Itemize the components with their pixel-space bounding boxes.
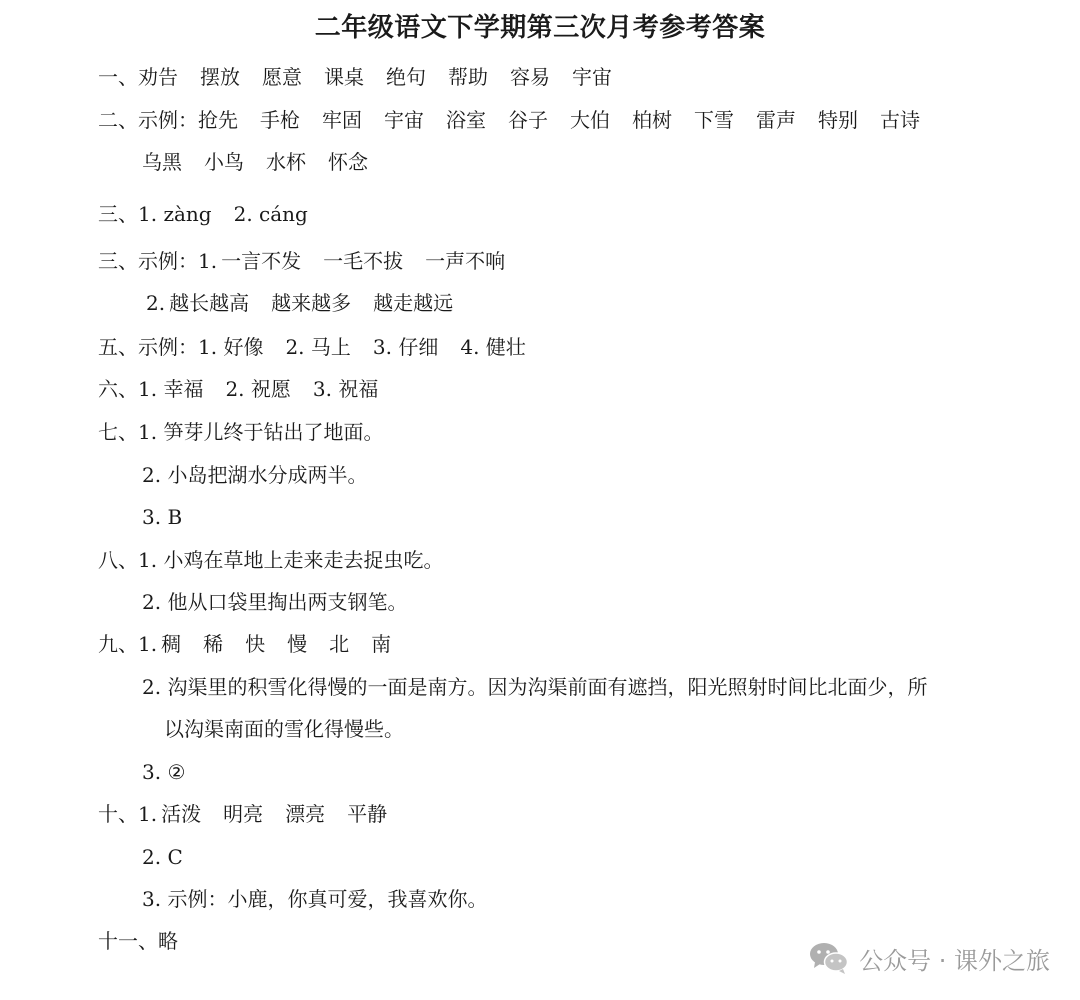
answer-q5	[98, 332, 526, 362]
answer-item: 1. 幸福	[138, 377, 204, 401]
answer-char: 稀	[203, 632, 224, 656]
answer-sentence: 3. ②	[142, 760, 186, 784]
answer-word: 大伯	[570, 108, 610, 132]
answer-item: 1. zàng	[138, 202, 212, 226]
answer-q10-3	[142, 884, 487, 914]
answer-char: 慢	[287, 632, 308, 656]
answer-item: 2. cáng	[233, 202, 308, 226]
answer-word: 怀念	[328, 150, 368, 174]
answer-item: 2. 马上	[285, 335, 351, 359]
answer-word: 水杯	[266, 150, 306, 174]
page-title: 二年级语文下学期第三次月考参考答案	[314, 13, 766, 43]
answer-word: 绝句	[386, 65, 426, 89]
question-number: 五、	[98, 335, 138, 359]
answer-word: 乌黑	[142, 150, 182, 174]
answer-char: 南	[371, 632, 392, 656]
question-number: 九、	[98, 632, 138, 656]
answer-q11	[98, 926, 178, 956]
answer-sentence: 以沟渠南面的雪化得慢些。	[164, 717, 404, 741]
example-prefix: 示例：	[138, 108, 198, 132]
answer-word: 越走越远	[373, 291, 454, 315]
answer-word: 雷声	[756, 108, 796, 132]
answer-word: 牢固	[322, 108, 362, 132]
answer-char: 北	[329, 632, 350, 656]
answer-q8-2	[142, 587, 407, 617]
answer-sentence: 2. C	[142, 845, 183, 869]
answer-word: 课桌	[324, 65, 364, 89]
answer-sentence: 1. 小鸡在草地上走来走去捉虫吃。	[138, 548, 444, 572]
answer-item: 1. 好像	[198, 335, 264, 359]
answer-word: 特别	[818, 108, 858, 132]
answer-sentence: 2. 他从口袋里掏出两支钢笔。	[142, 590, 408, 614]
answer-item: 3. 祝福	[312, 377, 379, 401]
answer-q7-1	[98, 417, 383, 447]
answer-word: 容易	[510, 65, 550, 89]
answer-word: 一声不响	[425, 249, 506, 273]
answer-item: 3. 仔细	[372, 335, 439, 359]
answer-word: 宇宙	[384, 108, 424, 132]
question-number: 三、	[98, 202, 138, 226]
answer-word: 古诗	[880, 108, 920, 132]
question-number: 十一、	[98, 929, 158, 953]
item-number: 1.	[198, 249, 218, 273]
answer-q1	[98, 62, 612, 92]
question-number: 六、	[98, 377, 138, 401]
example-prefix: 示例：	[138, 335, 198, 359]
answer-word: 愿意	[262, 65, 302, 89]
answer-q8-1	[98, 545, 443, 575]
answer-q4-line1	[98, 246, 505, 276]
answer-q10-1	[98, 799, 387, 829]
answer-sentence: 3. B	[142, 505, 183, 529]
answer-word: 越来越多	[271, 291, 352, 315]
question-number: 二、	[98, 108, 138, 132]
question-number: 八、	[98, 548, 138, 572]
answer-q7-2	[142, 460, 367, 490]
answer-char: 快	[245, 632, 266, 656]
watermark	[809, 938, 1050, 978]
answer-word: 柏树	[632, 108, 672, 132]
question-number: 三、	[98, 249, 138, 273]
answer-q4-line2	[146, 288, 453, 318]
answer-q3	[98, 199, 308, 229]
answer-sentence: 1. 笋芽儿终于钻出了地面。	[138, 420, 384, 444]
answer-word: 一毛不拔	[323, 249, 404, 273]
answer-q2-line2	[142, 147, 368, 177]
answer-word: 平静	[347, 802, 388, 826]
answer-word: 摆放	[200, 65, 240, 89]
answer-word: 抢先	[198, 108, 238, 132]
answer-word: 小鸟	[204, 150, 244, 174]
question-number: 十、	[98, 802, 138, 826]
answer-word: 帮助	[448, 65, 488, 89]
answer-sentence: 略	[158, 929, 178, 953]
answer-word: 浴室	[446, 108, 486, 132]
item-number: 1.	[138, 632, 158, 656]
answer-word: 活泼	[161, 802, 202, 826]
answer-sentence: 2. 沟渠里的积雪化得慢的一面是南方。因为沟渠前面有遮挡，阳光照射时间比北面少，所	[142, 675, 928, 699]
answer-word: 明亮	[223, 802, 264, 826]
answer-q6	[98, 374, 378, 404]
answer-word: 漂亮	[285, 802, 326, 826]
item-number: 1.	[138, 802, 158, 826]
answer-word: 宇宙	[572, 65, 612, 89]
answer-word: 谷子	[508, 108, 548, 132]
answer-sentence: 2. 小岛把湖水分成两半。	[142, 463, 368, 487]
answer-item: 2. 祝愿	[225, 377, 291, 401]
answer-word: 越长越高	[169, 291, 250, 315]
answer-word: 下雪	[694, 108, 734, 132]
example-prefix: 示例：	[138, 249, 198, 273]
answer-word: 劝告	[138, 65, 178, 89]
answer-q9-3	[142, 757, 185, 787]
answer-q9-2-line2	[164, 714, 404, 744]
answer-q7-3	[142, 502, 182, 532]
question-number: 七、	[98, 420, 138, 444]
answer-char: 稠	[161, 632, 182, 656]
wechat-icon	[809, 941, 849, 975]
answer-sentence: 3. 示例：小鹿，你真可爱，我喜欢你。	[142, 887, 488, 911]
answer-word: 一言不发	[221, 249, 302, 273]
answer-word: 手枪	[260, 108, 300, 132]
answer-q2-line1	[98, 105, 920, 135]
answer-q10-2	[142, 842, 183, 872]
answer-q9-2-line1	[142, 672, 927, 702]
answer-item: 4. 健壮	[460, 335, 526, 359]
answer-q9-1	[98, 629, 391, 659]
question-number: 一、	[98, 65, 138, 89]
watermark-label: 公众号 · 课外之旅	[859, 946, 1050, 975]
item-number: 2.	[146, 291, 166, 315]
